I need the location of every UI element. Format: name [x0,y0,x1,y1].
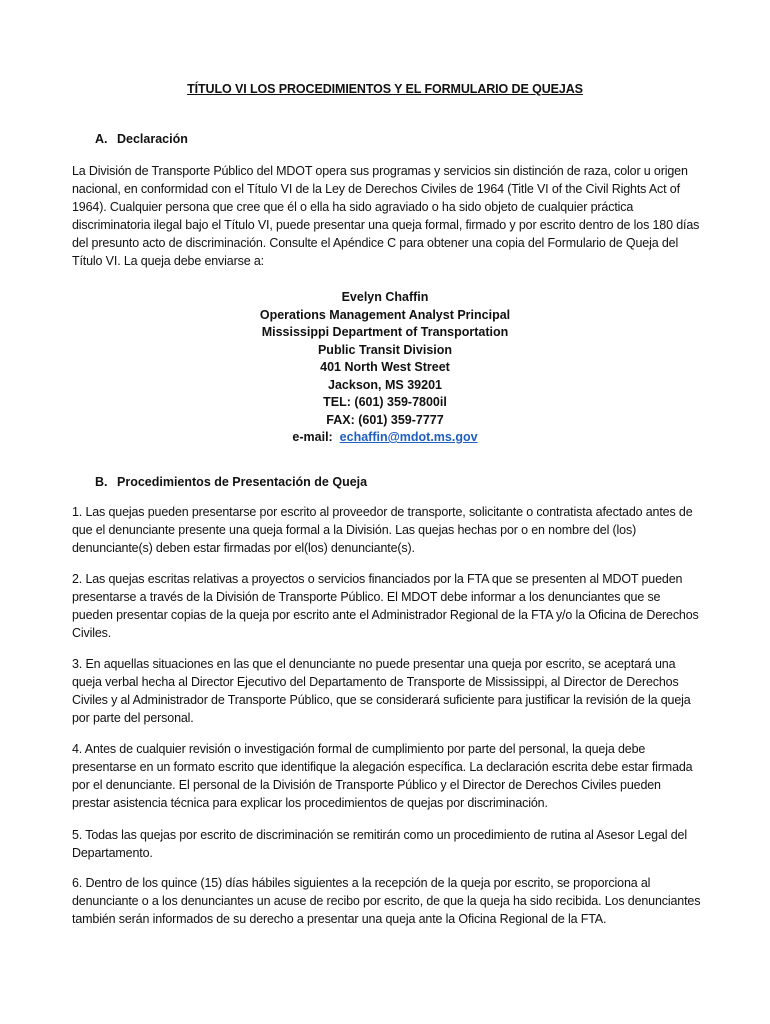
procedure-item-3: 3. En aquellas situaciones en las que el denunciante no puede presentar una queja por escrito, se aceptará una queja verbal hecha al Director Ejecutivo del Departamento de Transporte de Mississippi, al Director de Derechos Civiles y al Administrador de Transporte Público, que se considerará suficiente para justificar la revisión de la queja por parte del personal. [72,657,691,725]
email-link[interactable]: echaffin@mdot.ms.gov [339,430,478,444]
contact-position: Operations Management Analyst Principal [259,307,511,322]
contact-tel: TEL: (601) 359-7800il [323,395,447,409]
email-label: e-mail: [292,430,333,444]
contact-division: Public Transit Division [317,342,453,357]
section-b-letter: B. [95,475,108,489]
procedure-item-5: 5. Todas las quejas por escrito de discriminación se remitirán como un procedimiento de rutina al Asesor Legal del Departamento. [72,828,687,860]
contact-email-line [0,429,770,447]
procedure-item-6: 6. Dentro de los quince (15) días hábiles siguientes a la recepción de la queja por escrito, se proporciona al denunciante o a los denunciantes un acuse de recibo por escrito, de que la queja ha sido recibida. Los denunciantes también serán informados de su derecho a presentar una queja ante la Oficina Regional de la FTA. [72,876,701,926]
procedure-item-4: 4. Antes de cualquier revisión o investigación formal de cumplimiento por parte del personal, la queja debe presentarse en un formato escrito que identifique la alegación específica. La declaración escrita debe estar firmada por el denunciante. El personal de la División de Transporte Público y el Director de Derechos Civiles pueden prestar asistencia técnica para explicar los procedimientos de quejas por discriminación. [72,742,693,810]
contact-name: Evelyn Chaffin [341,290,429,304]
procedure-item-1: 1. Las quejas pueden presentarse por escrito al proveedor de transporte, solicitante o contratista afectado antes de que el denunciante presente una queja formal a la División. Las quejas hechas por o en nombre del (los) denunciante(s) deben estar firmadas por el(los) denunciante(s). [72,505,693,555]
section-b-heading [95,475,367,489]
procedure-item-2: 2. Las quejas escritas relativas a proyectos o servicios financiados por la FTA que se presenten al MDOT pueden presentarse a través de la División de Transporte Público. El MDOT debe informar a los denunciantes que se pueden presentar copias de la queja por escrito ante el Administrador Regional de la FTA y/o la Oficina de Derechos Civiles. [72,572,699,640]
contact-fax: FAX: (601) 359-7777 [326,412,444,427]
contact-department: Mississippi Department of Transportation [261,325,509,339]
section-a-paragraph: La División de Transporte Público del MDOT opera sus programas y servicios sin distinción de raza, color u origen nacional, en conformidad con el Título VI de la Ley de Derechos Civiles de 1964 (Title VI of the Civil Rights Act of 1964). Cualquier persona que cree que él o ella ha sido agraviado o ha sido objeto de cualquier práctica discriminatoria ilegal bajo el Título VI, puede presentar una queja formal, firmado y por escrito dentro de los 180 días del presunto acto de discriminación. Consulte el Apéndice C para obtener una copia del Formulario de Queja del Título VI. La queja debe enviarse a: [72,164,700,268]
address-block [0,289,770,447]
section-a-heading [95,132,188,146]
document-title: TÍTULO VI LOS PROCEDIMIENTOS Y EL FORMULARIO DE QUEJAS [187,82,583,96]
section-a-title: Declaración [117,132,188,146]
contact-street: 401 North West Street [320,360,450,374]
section-a-letter: A. [95,132,108,146]
contact-city: Jackson, MS 39201 [328,377,442,392]
section-b-title: Procedimientos de Presentación de Queja [117,475,368,489]
